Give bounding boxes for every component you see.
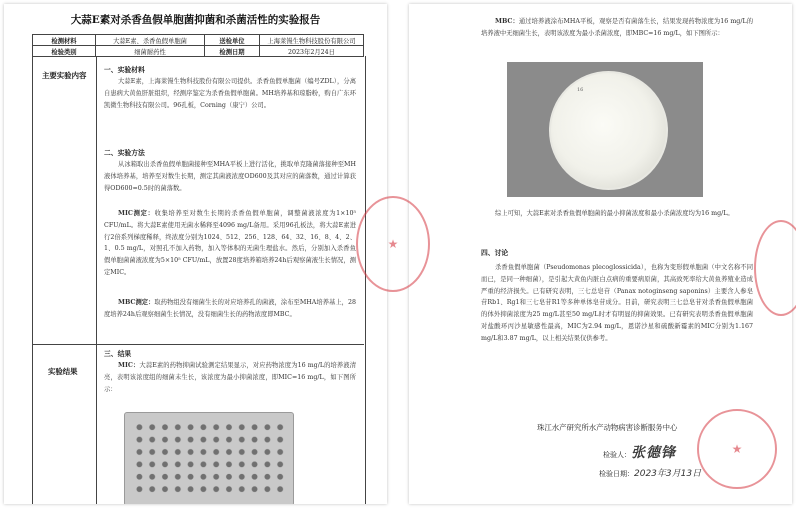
table-cell: 2023年2月24日 — [260, 46, 364, 57]
institute-name: 珠江水产研究所水产动物病害诊断服务中心 — [537, 423, 678, 432]
seam-seal-star-icon: ★ — [387, 237, 399, 251]
discussion-paragraph: 杀香鱼假单胞菌（Pseudomonas plecoglossicida），也称为变形假单胞菌（中文名称不同而已，是同一种细菌），是引起大黄鱼内脏白点病的重要病原菌，其高致死率给大黄鱼养殖业造成严重的经济损失。已有研究表明，三七总皂苷（Panax notoginseng saponins）主要含人参皂苷Rb1、Rg1和三七皂苷R1等多种单体皂苷成分。目前，研究表明三七总皂苷对杀香鱼假单胞菌的体外抑菌浓度为25 mg/L甚至50 mg/L时才有明显的抑菌效果。已有研究表明杀香鱼假单胞菌对盐酸环丙沙星敏感性最高，MIC为2.94 mg/L，恩诺沙星和硫酸新霉素的MIC分别为1.167 mg/L和3.87 mg/L，以上相关结果仅供参考。 — [481, 264, 753, 342]
section-discussion-title: 四、讨论 — [481, 249, 509, 257]
conclusion-paragraph: 综上可知，大蒜E素对杀香鱼假单胞菌的最小抑菌浓度和最小杀菌浓度均为16 mg/L。 — [495, 210, 734, 217]
table-cell: 检测材料 — [33, 35, 96, 46]
seam-seal — [356, 196, 430, 292]
table-cell: 送检单位 — [205, 35, 260, 46]
table-row — [33, 35, 364, 46]
mbc-method-paragraph — [104, 297, 356, 321]
table-cell: 大蒜E素、杀香鱼假单胞菌 — [96, 35, 205, 46]
section-methods-title: 二、实验方法 — [104, 149, 145, 157]
agar-plate-photo — [507, 62, 703, 197]
well-grid — [133, 421, 285, 497]
mbc-method-text: 取药物组没有细菌生长的对应培养孔的菌液，涂布至MHA培养基上，28度培养24h后观察细菌生长情况，没有细菌生长的药物浓度即MBC。 — [104, 299, 357, 318]
mbc-result-label: MBC： — [495, 18, 519, 25]
materials-paragraph: 大蒜E素，上海莱馒生物科技股份有限公司提供。杀香鱼假单胞菌（编号ZDL），分离自患病大黄鱼肝脏组织，经测序鉴定为杀香鱼假单胞菌。MH培养基和琼脂粉，购自广东环凯微生物科技有限公司。96孔板，Corning（康宁）公司。 — [104, 78, 356, 109]
section-divider — [32, 344, 364, 345]
report-page-2 — [409, 4, 792, 504]
methods-paragraph: 从冰箱取出杀香鱼假单胞菌接种至MHA平板上进行活化，挑取单克隆菌落接种至MH液体培养基，培养至对数生长期，测定其菌液浓度OD600及其对应的菌落数，通过计算获得OD600=0.5时的菌落数。 — [104, 161, 356, 192]
96-well-plate-photo — [124, 412, 294, 504]
official-seal — [697, 409, 777, 489]
inspection-date-handwritten: 2023年3月13日 — [634, 469, 702, 479]
mbc-result-text: 通过培养液涂布MHA平板，观察是否有菌落生长，结果发现药物浓度为16 mg/L的培养液中无细菌生长，表明该浓度为最小杀菌浓度，即MBC=16 mg/L，如下图所示： — [481, 18, 753, 37]
results-header: 实验结果 — [48, 367, 78, 376]
inspection-date-label: 检验日期： — [599, 470, 634, 478]
mic-method-text: 收集培养至对数生长期的杀香鱼假单胞菌，调整菌液浓度为1×10⁵ CFU/mL。将大蒜E素使用无菌水稀释至4096 mg/L备用。采用96孔板法，将大蒜E素进行2倍系列梯度稀释，终浓度分别为1024、512、256、128、64、32、16、8、4、2、1、0.5 mg/L，对照孔不加入药物，加入等体积的无菌生理盐水。然后，分别加入杀香鱼假单胞菌菌液浓度为5×10⁵ CFU/mL，放置28度培养箱培养24h后观察菌液生长情况，测定MIC。 — [104, 210, 356, 276]
mbc-method-label: MBC测定： — [118, 299, 155, 306]
results-paragraph — [104, 360, 356, 395]
table-cell: 检测日期 — [205, 46, 260, 57]
section-results-title: 三、结果 — [104, 350, 132, 358]
table-cell: 检验类别 — [33, 46, 96, 57]
inspector-label: 检验人： — [603, 451, 631, 459]
info-table — [32, 34, 364, 57]
report-title: 大蒜E素对杀香鱼假单胞菌抑菌和杀菌活性的实验报告 — [70, 14, 321, 26]
mic-method-paragraph — [104, 208, 356, 279]
mbc-result-paragraph — [481, 16, 753, 40]
inspector-line — [603, 442, 676, 462]
results-mic-text: 大蒜E素的药物抑菌试验测定结果显示，对应药物浓度为16 mg/L的培养液清亮，表明该浓度组的细菌未生长，该浓度为最小抑菌浓度，即MIC=16 mg/L，如下图所示： — [104, 362, 356, 393]
dish-label: 16 — [577, 87, 584, 93]
inspection-date-line — [599, 466, 701, 479]
results-mic-label: MIC： — [118, 362, 140, 369]
table-cell: 上海莱馒生物科技股份有限公司 — [260, 35, 364, 46]
inspector-signature: 张德锋 — [631, 445, 676, 461]
column-divider — [96, 56, 97, 504]
table-row — [33, 46, 364, 57]
mic-method-label: MIC测定： — [118, 210, 155, 217]
main-content-header: 主要实验内容 — [42, 71, 87, 80]
petri-dish — [549, 71, 668, 190]
report-page-1 — [4, 4, 387, 504]
section-materials-title: 一、实验材料 — [104, 66, 145, 74]
seal-star-icon: ★ — [731, 442, 743, 456]
table-cell: 细菌耐药性 — [96, 46, 205, 57]
